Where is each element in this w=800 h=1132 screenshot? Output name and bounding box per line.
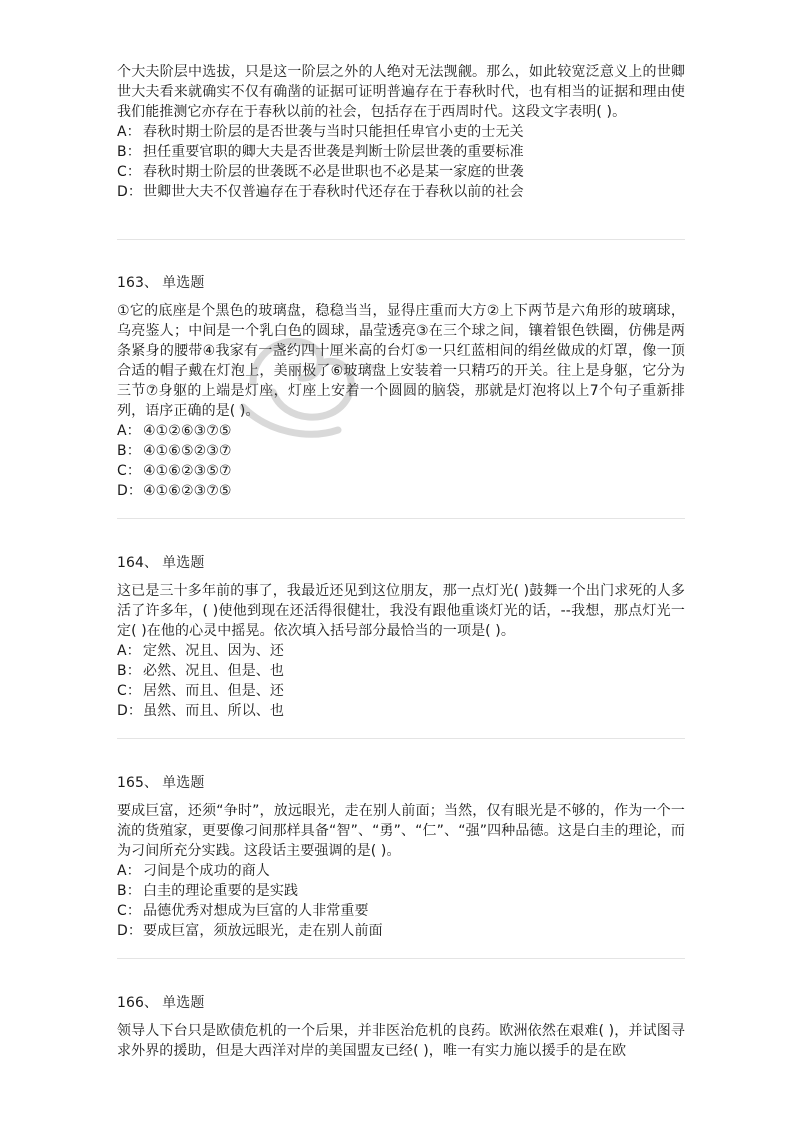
option-key: B： <box>117 663 141 679</box>
option-key: C： <box>117 463 141 479</box>
question-text: ①它的底座是个黑色的玻璃盘，稳稳当当，显得庄重而大方②上下两节是六角形的玻璃球，乌亮鉴人；中间是一个乳白色的圆球，晶莹透亮③在三个球之间，镶着银色铁圈，仿佛是两条紧身的腰带④我家有一盏约四十厘米高的台灯⑤一只红蓝相间的绢丝做成的灯罩，像一顶合适的帽子戴在灯泡上，美丽极了⑥玻璃盘上安装着一只精巧的开关。往上是身躯，它分为三节⑦身躯的上端是灯座，灯座上安着一个圆圆的脑袋，那就是灯泡将以上7个句子重新排列，语序正确的是( )。 <box>117 303 685 419</box>
option-d[interactable] <box>117 701 685 721</box>
option-a[interactable] <box>117 421 685 441</box>
option-text: ④①⑥②③⑤⑦ <box>143 463 232 479</box>
option-key: D： <box>117 703 142 719</box>
option-a[interactable] <box>117 861 685 881</box>
option-key: D： <box>117 184 142 200</box>
option-text: 虽然、而且、所以、也 <box>143 703 284 719</box>
option-a[interactable] <box>117 641 685 661</box>
option-text: 要成巨富，须放远眼光，走在别人前面 <box>143 923 383 939</box>
question-number: 163、 <box>117 275 159 291</box>
question-header <box>117 553 685 573</box>
option-d[interactable] <box>117 182 685 202</box>
question-header <box>117 273 685 293</box>
option-key: C： <box>117 683 141 699</box>
option-c[interactable] <box>117 901 685 921</box>
option-text: 世卿世大夫不仅普遍存在于春秋时代还存在于春秋以前的社会 <box>143 184 524 200</box>
option-text: 必然、况且、但是、也 <box>143 663 284 679</box>
question-divider <box>117 738 685 739</box>
option-text: 居然、而且、但是、还 <box>143 683 284 699</box>
option-c[interactable] <box>117 461 685 481</box>
question-number: 166、 <box>117 995 159 1011</box>
option-text: 品德优秀对想成为巨富的人非常重要 <box>143 903 369 919</box>
option-b[interactable] <box>117 441 685 461</box>
option-d[interactable] <box>117 921 685 941</box>
option-b[interactable] <box>117 881 685 901</box>
option-text: ④①⑥⑤②③⑦ <box>143 443 232 459</box>
option-text: ④①②⑥③⑦⑤ <box>143 423 232 439</box>
question-divider <box>117 958 685 959</box>
question-163 <box>117 273 685 501</box>
option-text: 定然、况且、因为、还 <box>143 643 284 659</box>
option-key: C： <box>117 164 141 180</box>
option-c[interactable] <box>117 681 685 701</box>
question-162-continued <box>117 62 685 202</box>
option-b[interactable] <box>117 661 685 681</box>
question-type: 单选题 <box>162 995 205 1011</box>
option-key: A： <box>117 423 141 439</box>
question-divider <box>117 239 685 240</box>
question-text: 这已是三十多年前的事了，我最近还见到这位朋友，那一点灯光( )鼓舞一个出门求死的人多活了许多年，( )使他到现在还活得很健壮，我没有跟他重谈灯光的话，--我想，那点灯光一定( )在他的心灵中摇晃。依次填入括号部分最恰当的一项是( )。 <box>117 583 685 639</box>
question-type: 单选题 <box>162 275 205 291</box>
option-text: 担任重要官职的卿大夫是否世袭是判断士阶层世袭的重要标准 <box>143 144 524 160</box>
option-key: B： <box>117 883 141 899</box>
question-divider <box>117 518 685 519</box>
question-number: 164、 <box>117 555 159 571</box>
question-text: 要成巨富，还须“争时”，放远眼光，走在别人前面；当然，仅有眼光是不够的，作为一个一流的货殖家，更要像刁间那样具备“智”、“勇”、“仁”、“强”四种品德。这是白圭的理论，而为刁间所充分实践。这段话主要强调的是( )。 <box>117 803 685 859</box>
option-key: B： <box>117 443 141 459</box>
option-key: A： <box>117 863 141 879</box>
option-text: 刁间是个成功的商人 <box>143 863 270 879</box>
option-text: 春秋时期士阶层的世袭既不必是世职也不必是某一家庭的世袭 <box>143 164 524 180</box>
option-d[interactable] <box>117 481 685 501</box>
question-header <box>117 993 685 1013</box>
option-text: ④①⑥②③⑦⑤ <box>143 483 232 499</box>
option-a[interactable] <box>117 122 685 142</box>
question-number: 165、 <box>117 775 159 791</box>
question-text: 个大夫阶层中选拔，只是这一阶层之外的人绝对无法觊觎。那么，如此较宽泛意义上的世卿世大夫看来就确实不仅有确凿的证据可证明普遍存在于春秋时代，也有相当的证据和理由使我们能推测它亦存在于春秋以前的社会，包括存在于西周时代。这段文字表明( )。 <box>117 64 685 120</box>
option-c[interactable] <box>117 162 685 182</box>
option-key: A： <box>117 124 141 140</box>
question-165 <box>117 773 685 941</box>
option-text: 白圭的理论重要的是实践 <box>143 883 299 899</box>
option-key: D： <box>117 483 142 499</box>
question-166 <box>117 993 685 1061</box>
option-key: C： <box>117 903 141 919</box>
option-key: A： <box>117 643 141 659</box>
question-type: 单选题 <box>162 555 205 571</box>
option-key: B： <box>117 144 141 160</box>
option-text: 春秋时期士阶层的是否世袭与当时只能担任卑官小吏的士无关 <box>143 124 524 140</box>
option-key: D： <box>117 923 142 939</box>
question-164 <box>117 553 685 721</box>
question-type: 单选题 <box>162 775 205 791</box>
question-header <box>117 773 685 793</box>
option-b[interactable] <box>117 142 685 162</box>
question-text: 领导人下台只是欧债危机的一个后果，并非医治危机的良药。欧洲依然在艰难( )，并试图寻求外界的援助，但是大西洋对岸的美国盟友已经( )，唯一有实力施以援手的是在欧 <box>117 1023 685 1059</box>
